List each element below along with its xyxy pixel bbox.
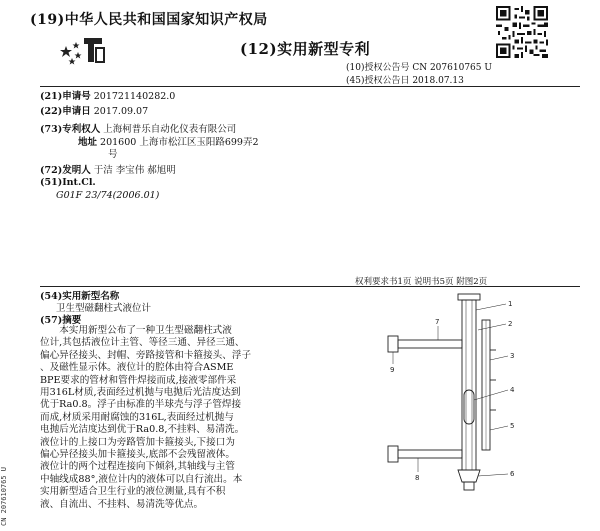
side-publication-code: CN 207610765 U xyxy=(0,466,8,526)
drawing-label: 8 xyxy=(415,474,420,482)
drawing-label: 6 xyxy=(510,470,515,478)
qr-code-icon xyxy=(496,6,548,58)
abstract-line: 电抛后光洁度达到优于Ra0.8,不挂料、易清洗。 xyxy=(40,424,245,436)
level-gauge-drawing xyxy=(378,290,528,500)
divider xyxy=(40,86,580,87)
abstract-text xyxy=(40,325,297,511)
address-line-1: 201600 上海市松江区玉阳路699弄2 xyxy=(100,137,259,148)
abstract-line: 本实用新型公布了一种卫生型磁翻柱式液 xyxy=(59,325,232,336)
application-number: 201721140282.0 xyxy=(93,91,176,102)
application-number-label: (21)申请号 xyxy=(40,91,91,102)
abstract-line: 用316L材质,表面经过机抛与电抛后光洁度达到 xyxy=(40,387,241,399)
upper-bypass-pipe xyxy=(398,340,462,348)
page-summary: 权利要求书1页 说明书5页 附图2页 xyxy=(355,277,488,287)
patent-holder: 上海柯普乐自动化仪表有限公司 xyxy=(103,124,237,135)
lower-clamp xyxy=(388,446,398,462)
abstract-line: 而成,材质采用耐腐蚀的316L,表面经过机抛与 xyxy=(40,411,234,423)
drawing-label: 3 xyxy=(510,352,515,360)
upper-clamp xyxy=(388,336,398,352)
abstract-line: 位计,其包括液位计主管、等径三通、异径三通、 xyxy=(40,337,245,349)
title-label: (54)实用新型名称 xyxy=(40,291,120,302)
address-line-2: 号 xyxy=(108,149,118,160)
main-tube xyxy=(462,300,476,470)
grant-publication-number: (10)授权公告号 CN 207610765 U xyxy=(346,63,492,73)
application-date-label: (22)申请日 xyxy=(40,106,91,117)
address-label: 地址 xyxy=(78,137,98,148)
abstract-line: 液位计的上接口为旁路管加卡箍接头,下接口为 xyxy=(40,436,235,448)
bottom-clamp xyxy=(464,482,474,490)
top-cap xyxy=(458,294,480,300)
bottom-reducer xyxy=(458,470,480,482)
drawing-label: 4 xyxy=(510,386,515,394)
abstract-line: 液、自流出、不挂料、易清洗等优点。 xyxy=(40,498,204,510)
abstract-label: (57)摘要 xyxy=(40,315,82,326)
abstract-line: 实用新型适合卫生行业的液位测量,具有不积 xyxy=(40,486,226,498)
cnipa-emblem-icon xyxy=(58,34,106,66)
abstract-line: 液位计的两个过程连接向下倾斜,其轴线与主管 xyxy=(40,461,235,473)
divider xyxy=(40,286,580,287)
application-date: 2017.09.07 xyxy=(93,106,149,117)
drawing-label: 7 xyxy=(435,318,440,326)
office-name: (19)中华人民共和国国家知识产权局 xyxy=(30,12,268,28)
address-field xyxy=(78,134,259,148)
document-type: (12)实用新型专利 xyxy=(240,40,371,58)
drawing-label: 1 xyxy=(508,300,513,308)
abstract-line: 中轴线成88°,液位计内的液体可以自行流出。本 xyxy=(40,473,243,485)
drawing-label: 2 xyxy=(508,320,513,328)
patent-holder-field xyxy=(40,121,236,135)
drawing-label: 9 xyxy=(390,366,395,374)
intcl-label: (51)Int.Cl. xyxy=(40,177,96,188)
patent-holder-label: (73)专利权人 xyxy=(40,124,101,135)
inventor-label: (72)发明人 xyxy=(40,165,91,176)
inventors: 于洁 李宝伟 郝旭明 xyxy=(93,165,176,176)
application-number-field xyxy=(40,88,175,102)
abstract-line: BPE要求的管材和管件焊接而成,接液零部件采 xyxy=(40,374,237,386)
intcl-value: G01F 23/74(2006.01) xyxy=(56,190,160,201)
application-date-field xyxy=(40,103,148,117)
utility-model-title: 卫生型磁翻柱式液位计 xyxy=(56,303,152,314)
grant-publication-date: (45)授权公告日 2018.07.13 xyxy=(346,76,464,86)
abstract-line: 优于Ra0.8。浮子由标准的半球壳与浮子管焊接 xyxy=(40,399,242,411)
abstract-line: 偏心异径接头加卡箍接头,底部不会残留液体。 xyxy=(40,449,235,461)
abstract-line: 偏心异径接头、封帽、旁路接管和卡箍接头、浮子 xyxy=(40,349,252,361)
lower-bypass-pipe xyxy=(398,450,462,458)
abstract-line: 、及磁性显示体。液位计的腔体由符合ASME xyxy=(40,362,234,374)
float xyxy=(464,390,474,424)
inventor-field xyxy=(40,162,176,176)
drawing-label: 5 xyxy=(510,422,515,430)
